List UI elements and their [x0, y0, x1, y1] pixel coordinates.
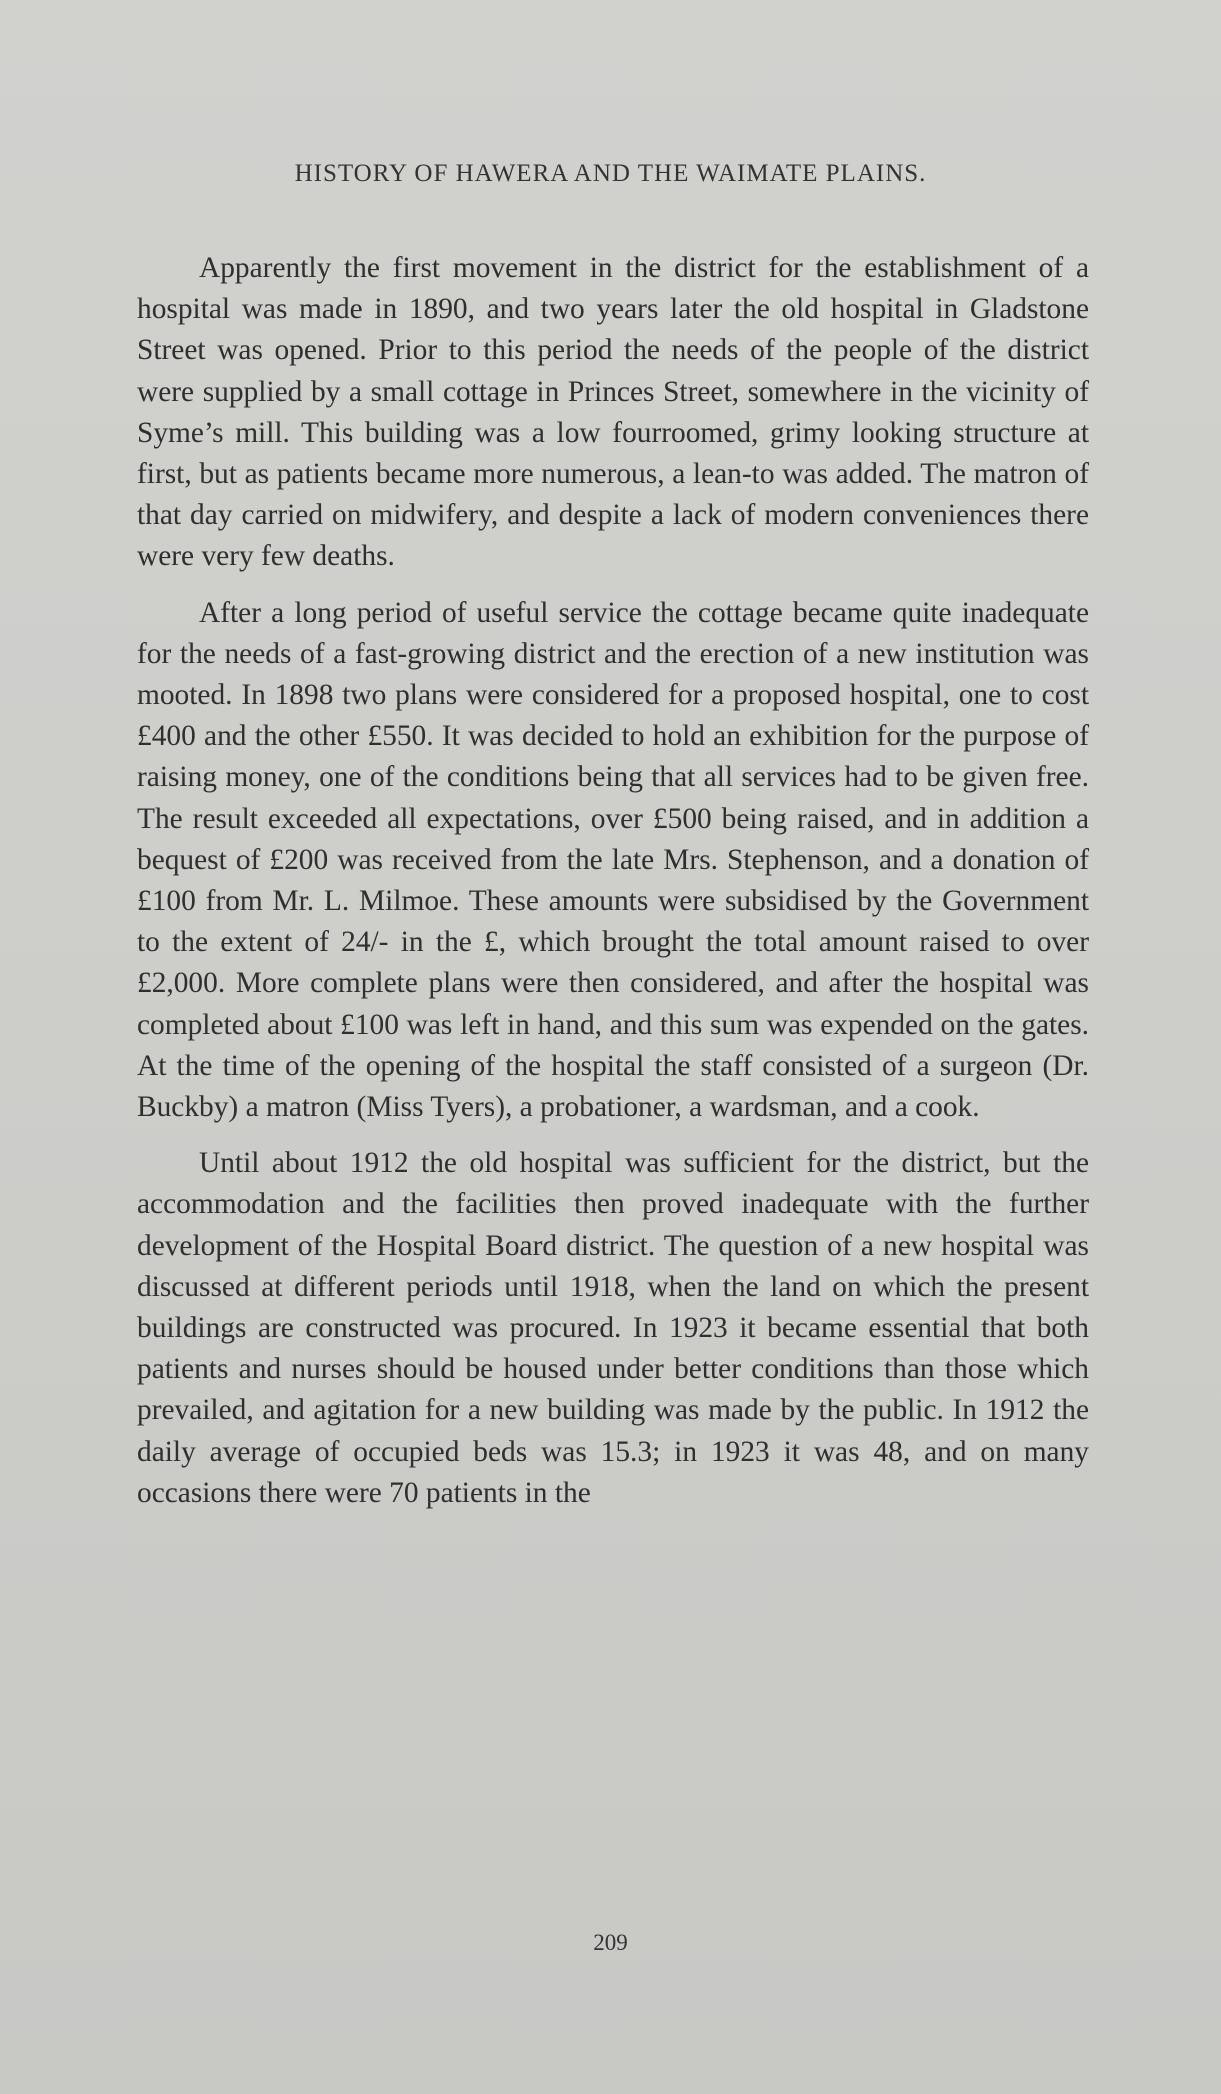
- page-number: 209: [593, 1930, 628, 1955]
- body-text: [137, 248, 1089, 1529]
- paragraph-3: Until about 1912 the old hospital was sufficient for the district, but the accommodation and the facilities then proved inadequate with the further development of the Hospital Board district. The question of a new hospital was discussed at different periods until 1918, when the land on which the present buildings are constructed was procured. In 1923 it became essential that both patients and nurses should be housed under better conditions than those which prevailed, and agitation for a new building was made by the public. In 1912 the daily average of occupied beds was 15.3; in 1923 it was 48, and on many occasions there were 70 patients in the: [137, 1147, 1089, 1509]
- paragraph-1: Apparently the first movement in the district for the establishment of a hospital was made in 1890, and two years later the old hospital in Gladstone Street was opened. Prior to this period the needs of the people of the district were supplied by a small cottage in Princes Street, somewhere in the vicinity of Syme’s mill. This building was a low fourroomed, grimy looking structure at first, but as patients became more numerous, a lean-to was added. The matron of that day carried on midwifery, and despite a lack of modern conveniences there were very few deaths.: [137, 252, 1089, 573]
- running-head: HISTORY OF HAWERA AND THE WAIMATE PLAINS.: [294, 160, 927, 187]
- paragraph-2: After a long period of useful service the cottage became quite inadequate for the needs of a fast-growing district and the erection of a new institution was mooted. In 1898 two plans were considered for a proposed hospital, one to cost £400 and the other £550. It was decided to hold an exhibition for the purpose of raising money, one of the conditions being that all services had to be given free. The result exceeded all expectations, over £500 being raised, and in addition a bequest of £200 was received from the late Mrs. Stephenson, and a donation of £100 from Mr. L. Milmoe. These amounts were subsidised by the Government to the extent of 24/- in the £, which brought the total amount raised to over £2,000. More complete plans were then considered, and after the hospital was completed about £100 was left in hand, and this sum was expended on the gates. At the time of the opening of the hospital the staff consisted of a surgeon (Dr. Buckby) a matron (Miss Tyers), a probationer, a wardsman, and a cook.: [137, 596, 1089, 1124]
